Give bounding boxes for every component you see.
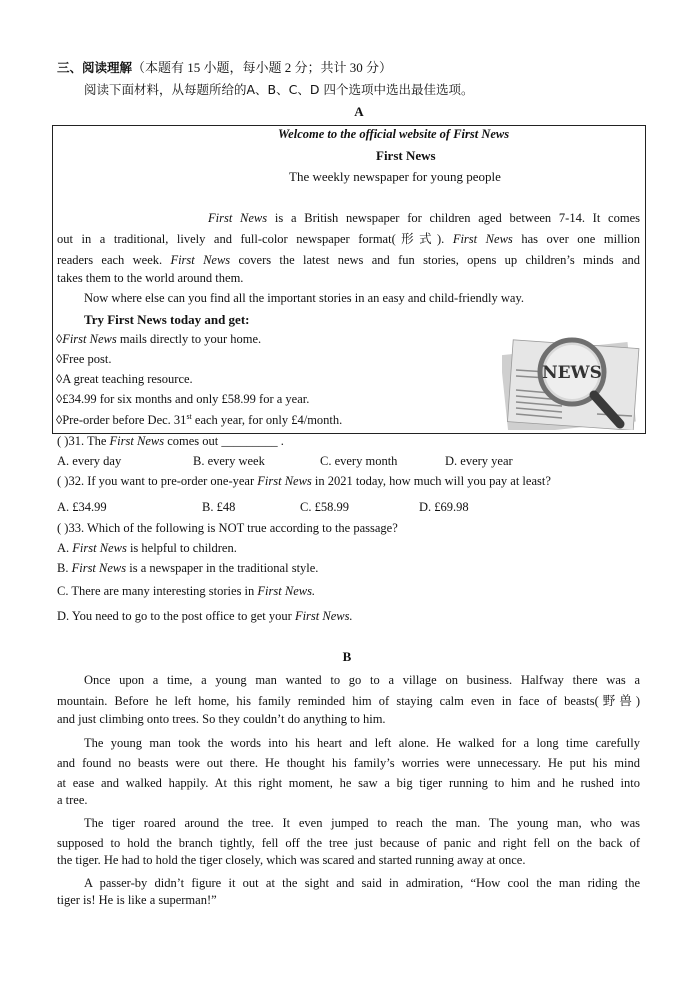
passage-b-line: and just climbing onto trees. So they couldn’t do anything to him. xyxy=(57,712,386,726)
newspaper-magnifier-image xyxy=(502,330,642,430)
option: C. There are many interesting stories in First News. xyxy=(57,584,316,598)
passage-b-line: A passer-by didn’t figure it out at the sight and said in admiration, “How cool the man riding the xyxy=(84,876,640,890)
option: A. every day xyxy=(57,454,122,468)
option: A. £34.99 xyxy=(57,500,107,514)
passage-b-line: mountain. Before he left home, his family reminded him of staying calm even in face of beasts(野兽) xyxy=(57,694,640,708)
passage-b-line: the tiger. He had to hold the tiger closely, which was scared and started running away at once. xyxy=(57,853,526,867)
para1-line4: takes them to the world around them. xyxy=(57,271,244,285)
bullet-item: ◊Free post. xyxy=(56,352,112,366)
passage-b-line: a tree. xyxy=(57,793,88,807)
passage-b-line: The tiger roared around the tree. It even jumped to reach the man. The young man, who was xyxy=(84,816,640,830)
passage-b-line: The young man took the words into his heart and left alone. He walked for a long time carefully xyxy=(84,736,640,750)
news-image-text: NEWS xyxy=(542,363,602,383)
tagline: The weekly newspaper for young people xyxy=(289,169,501,184)
para1-line2: out in a traditional, lively and full-color newspaper format(形式). First News has over one million xyxy=(57,232,640,246)
para1-line1: First News is a British newspaper for children aged between 7-14. It comes xyxy=(208,211,640,225)
bullet-item: ◊First News mails directly to your home. xyxy=(56,332,262,346)
question-33: ( )33. Which of the following is NOT true according to the passage? xyxy=(57,521,398,535)
newspaper-name: First News xyxy=(376,148,436,163)
option: C. £58.99 xyxy=(300,500,349,514)
question-31: ( )31. The First News comes out _________ . xyxy=(57,434,284,448)
option: C. every month xyxy=(320,454,398,468)
passage-b-letter: B xyxy=(342,649,352,664)
passage-b-line: tiger is! He is like a superman!” xyxy=(57,893,217,907)
passage-b-line: and found no beasts were out there. He thought his family’s worries were unnecessary. He put his mind xyxy=(57,756,640,770)
bullet-item: ◊£34.99 for six months and only £58.99 for a year. xyxy=(56,392,310,406)
try-heading: Try First News today and get: xyxy=(84,312,250,327)
instruction: 阅读下面材料，从每题所给的A、B、C、D 四个选项中选出最佳选项。 xyxy=(84,82,474,97)
option: B. First News is a newspaper in the traditional style. xyxy=(57,561,319,575)
passage-b-line: Once upon a time, a young man wanted to go to a village on business. Halfway there was a xyxy=(84,673,640,687)
option: D. £69.98 xyxy=(419,500,469,514)
para2: Now where else can you find all the important stories in an easy and child-friendly way. xyxy=(84,291,525,305)
option: D. You need to go to the post office to get your First News. xyxy=(57,609,353,623)
option: B. £48 xyxy=(202,500,236,514)
welcome-line: Welcome to the official website of First News xyxy=(278,127,510,141)
section-title: 三、阅读理解（本题有 15 小题，每小题 2 分；共计 30 分） xyxy=(57,60,393,75)
question-32: ( )32. If you want to pre-order one-year First News in 2021 today, how much will you pay at least? xyxy=(57,474,551,488)
passage-a-letter: A xyxy=(354,104,364,119)
option: A. First News is helpful to children. xyxy=(57,541,237,555)
option: D. every year xyxy=(445,454,513,468)
passage-b-line: supposed to hold the branch tightly, fell off the tree just because of panic and right fell on the back of xyxy=(57,836,640,850)
bullet-item: ◊Pre-order before Dec. 31st each year, for only £4/month. xyxy=(56,412,343,428)
passage-b-line: at ease and walked happily. At this right moment, he saw a big tiger running to him and he rushed into xyxy=(57,776,640,790)
bullet-item: ◊A great teaching resource. xyxy=(56,372,193,386)
option: B. every week xyxy=(193,454,265,468)
para1-line3: readers each week. First News covers the latest news and fun stories, opens up children’s minds and xyxy=(57,253,640,267)
